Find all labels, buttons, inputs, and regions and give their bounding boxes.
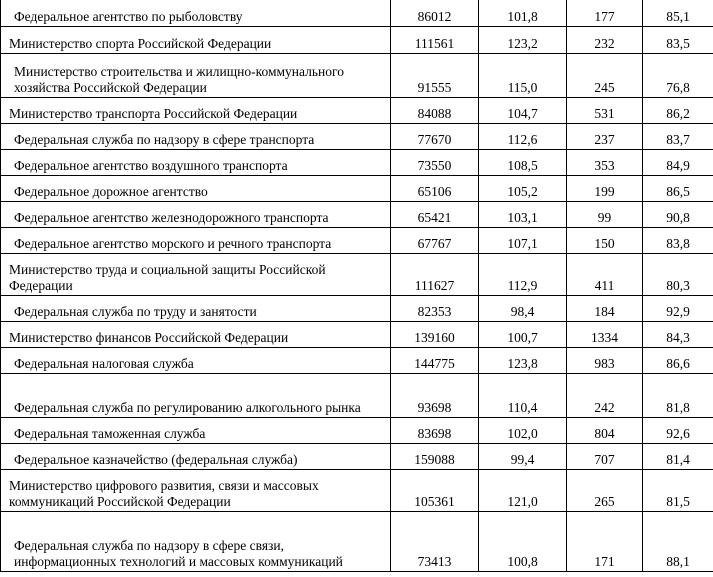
table-row	[1, 54, 713, 98]
table-row	[1, 0, 713, 27]
value-cell-4: 86,5	[643, 176, 713, 202]
table-row	[1, 176, 713, 202]
value-cell-2: 123,8	[479, 348, 567, 374]
agency-name-cell: Федеральное агентство железнодорожного транспорта	[1, 202, 391, 228]
value-cell-3: 199	[567, 176, 643, 202]
value-cell-1: 67767	[391, 228, 479, 254]
value-cell-2: 115,0	[479, 54, 567, 98]
agency-name-cell: Федеральное агентство по рыболовству	[1, 0, 391, 27]
value-cell-2: 101,8	[479, 0, 567, 27]
table-row	[1, 348, 713, 374]
value-cell-2: 99,4	[479, 444, 567, 470]
table-row	[1, 418, 713, 444]
table-row	[1, 98, 713, 124]
value-cell-1: 77670	[391, 124, 479, 150]
value-cell-2: 100,7	[479, 322, 567, 348]
value-cell-1: 144775	[391, 348, 479, 374]
value-cell-1: 91555	[391, 54, 479, 98]
value-cell-1: 84088	[391, 98, 479, 124]
agency-name-cell: Федеральная служба по надзору в сфере транспорта	[1, 124, 391, 150]
value-cell-4: 81,8	[643, 374, 713, 418]
value-cell-1: 93698	[391, 374, 479, 418]
value-cell-3: 99	[567, 202, 643, 228]
value-cell-2: 110,4	[479, 374, 567, 418]
value-cell-3: 983	[567, 348, 643, 374]
agency-name-cell: Министерство спорта Российской Федерации	[1, 27, 391, 54]
table-row	[1, 512, 713, 572]
table-row	[1, 254, 713, 296]
value-cell-1: 111561	[391, 27, 479, 54]
value-cell-4: 76,8	[643, 54, 713, 98]
agency-name-cell: Федеральное казначейство (федеральная служба)	[1, 444, 391, 470]
value-cell-1: 65421	[391, 202, 479, 228]
value-cell-3: 245	[567, 54, 643, 98]
value-cell-3: 411	[567, 254, 643, 296]
value-cell-3: 177	[567, 0, 643, 27]
value-cell-2: 102,0	[479, 418, 567, 444]
value-cell-3: 531	[567, 98, 643, 124]
value-cell-3: 237	[567, 124, 643, 150]
value-cell-2: 108,5	[479, 150, 567, 176]
value-cell-2: 104,7	[479, 98, 567, 124]
table-row	[1, 444, 713, 470]
value-cell-4: 81,4	[643, 444, 713, 470]
value-cell-2: 105,2	[479, 176, 567, 202]
agency-name-cell: Министерство транспорта Российской Федерации	[1, 98, 391, 124]
value-cell-3: 150	[567, 228, 643, 254]
value-cell-3: 184	[567, 296, 643, 322]
value-cell-3: 353	[567, 150, 643, 176]
table-row	[1, 374, 713, 418]
table-row	[1, 27, 713, 54]
value-cell-2: 112,6	[479, 124, 567, 150]
value-cell-4: 84,9	[643, 150, 713, 176]
value-cell-4: 83,8	[643, 228, 713, 254]
agency-name-cell: Министерство финансов Российской Федерации	[1, 322, 391, 348]
value-cell-3: 707	[567, 444, 643, 470]
value-cell-3: 804	[567, 418, 643, 444]
value-cell-3: 265	[567, 470, 643, 512]
value-cell-2: 100,8	[479, 512, 567, 572]
value-cell-2: 107,1	[479, 228, 567, 254]
agency-name-cell: Министерство цифрового развития, связи и массовых коммуникаций Российской Федерации	[1, 470, 391, 512]
value-cell-1: 73550	[391, 150, 479, 176]
value-cell-1: 139160	[391, 322, 479, 348]
agency-name-cell: Федеральная таможенная служба	[1, 418, 391, 444]
value-cell-1: 111627	[391, 254, 479, 296]
table-row	[1, 150, 713, 176]
table-row	[1, 124, 713, 150]
table-row	[1, 470, 713, 512]
table-body	[1, 0, 713, 572]
agency-name-cell: Министерство труда и социальной защиты Российской Федерации	[1, 254, 391, 296]
value-cell-4: 83,7	[643, 124, 713, 150]
value-cell-4: 80,3	[643, 254, 713, 296]
table-row	[1, 296, 713, 322]
value-cell-1: 83698	[391, 418, 479, 444]
value-cell-4: 90,8	[643, 202, 713, 228]
value-cell-2: 121,0	[479, 470, 567, 512]
table-row	[1, 202, 713, 228]
value-cell-2: 123,2	[479, 27, 567, 54]
value-cell-3: 171	[567, 512, 643, 572]
table-row	[1, 228, 713, 254]
value-cell-1: 73413	[391, 512, 479, 572]
agency-name-cell: Федеральная налоговая служба	[1, 348, 391, 374]
value-cell-2: 98,4	[479, 296, 567, 322]
value-cell-1: 159088	[391, 444, 479, 470]
agency-name-cell: Федеральная служба по труду и занятости	[1, 296, 391, 322]
agency-name-cell: Федеральное агентство морского и речного транспорта	[1, 228, 391, 254]
value-cell-4: 92,6	[643, 418, 713, 444]
table-row	[1, 322, 713, 348]
agency-name-cell: Федеральное дорожное агентство	[1, 176, 391, 202]
value-cell-4: 81,5	[643, 470, 713, 512]
agency-name-cell: Федеральная служба по регулированию алкогольного рынка	[1, 374, 391, 418]
value-cell-2: 103,1	[479, 202, 567, 228]
value-cell-2: 112,9	[479, 254, 567, 296]
value-cell-1: 65106	[391, 176, 479, 202]
value-cell-4: 84,3	[643, 322, 713, 348]
value-cell-3: 1334	[567, 322, 643, 348]
value-cell-4: 83,5	[643, 27, 713, 54]
agency-name-cell: Министерство строительства и жилищно-коммунального хозяйства Российской Федерации	[1, 54, 391, 98]
value-cell-4: 85,1	[643, 0, 713, 27]
value-cell-4: 88,1	[643, 512, 713, 572]
value-cell-4: 86,6	[643, 348, 713, 374]
value-cell-3: 232	[567, 27, 643, 54]
value-cell-1: 86012	[391, 0, 479, 27]
value-cell-1: 82353	[391, 296, 479, 322]
value-cell-4: 92,9	[643, 296, 713, 322]
agency-name-cell: Федеральное агентство воздушного транспорта	[1, 150, 391, 176]
agency-name-cell: Федеральная служба по надзору в сфере связи, информационных технологий и массовых коммуникаций	[1, 512, 391, 572]
value-cell-4: 86,2	[643, 98, 713, 124]
value-cell-1: 105361	[391, 470, 479, 512]
value-cell-3: 242	[567, 374, 643, 418]
